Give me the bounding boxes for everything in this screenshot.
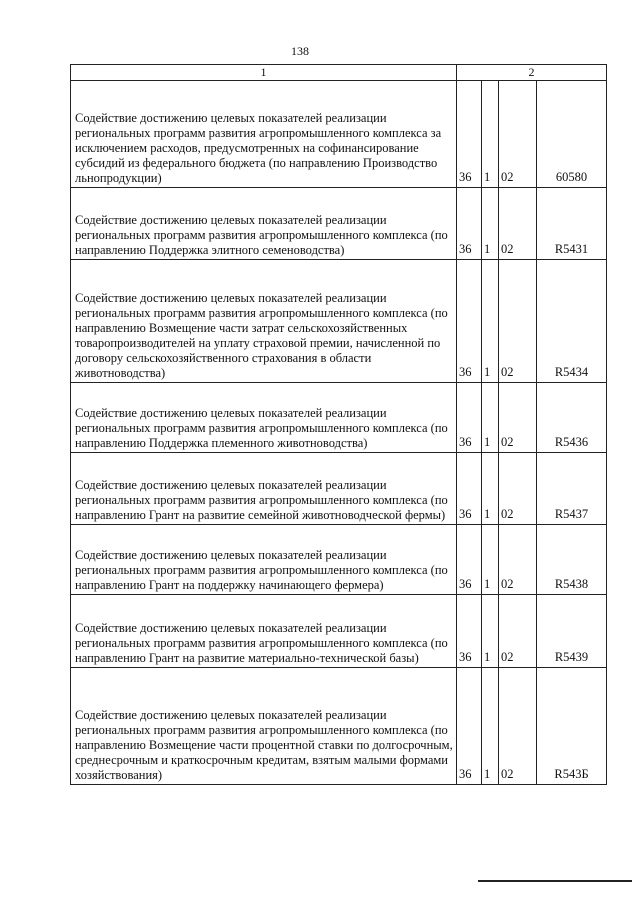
row-value-2: 1 — [482, 453, 499, 525]
table-row — [71, 188, 607, 260]
row-value-2: 1 — [482, 668, 499, 785]
table-row — [71, 595, 607, 668]
row-value-1: 36 — [457, 383, 482, 453]
row-description: Содействие достижению целевых показателей реализации региональных программ развития агропромышленного комплекса (по направлению Возмещение части затрат сельскохозяйственных товаропроизводителей на уплату страховой премии, начисленной по договору сельскохозяйственного страхования в области животноводства) — [71, 260, 457, 383]
row-description: Содействие достижению целевых показателей реализации региональных программ развития агропромышленного комплекса (по направлению Возмещение части процентной ставки по долгосрочным, среднесрочным и краткосрочным кредитам, взятым малыми формами хозяйствования) — [71, 668, 457, 785]
row-code: R5431 — [537, 188, 607, 260]
row-code: R543Б — [537, 668, 607, 785]
table-header-row — [71, 65, 607, 81]
row-value-3: 02 — [499, 525, 537, 595]
row-value-2: 1 — [482, 81, 499, 188]
row-description: Содействие достижению целевых показателей реализации региональных программ развития агропромышленного комплекса (по направлению Грант на развитие семейной животноводческой фермы) — [71, 453, 457, 525]
column-header-1: 1 — [71, 65, 457, 81]
row-code: R5437 — [537, 453, 607, 525]
table-row — [71, 81, 607, 188]
row-value-1: 36 — [457, 260, 482, 383]
row-value-1: 36 — [457, 81, 482, 188]
column-header-2: 2 — [457, 65, 607, 81]
row-value-1: 36 — [457, 453, 482, 525]
row-code: R5439 — [537, 595, 607, 668]
row-description: Содействие достижению целевых показателей реализации региональных программ развития агропромышленного комплекса (по направлению Поддержка племенного животноводства) — [71, 383, 457, 453]
page-number: 138 — [291, 44, 309, 58]
table-row — [71, 383, 607, 453]
row-description: Содействие достижению целевых показателей реализации региональных программ развития агропромышленного комплекса за исключением расходов, предусмотренных на софинансирование субсидий из федерального бюджета (по направлению Производство льнопродукции) — [71, 81, 457, 188]
row-value-2: 1 — [482, 188, 499, 260]
row-value-1: 36 — [457, 188, 482, 260]
row-value-2: 1 — [482, 260, 499, 383]
row-value-3: 02 — [499, 595, 537, 668]
row-value-3: 02 — [499, 453, 537, 525]
row-value-3: 02 — [499, 383, 537, 453]
row-value-3: 02 — [499, 188, 537, 260]
row-description: Содействие достижению целевых показателей реализации региональных программ развития агропромышленного комплекса (по направлению Поддержка элитного семеноводства) — [71, 188, 457, 260]
row-value-3: 02 — [499, 668, 537, 785]
row-code: R5438 — [537, 525, 607, 595]
table-row — [71, 260, 607, 383]
row-value-1: 36 — [457, 668, 482, 785]
row-description: Содействие достижению целевых показателей реализации региональных программ развития агропромышленного комплекса (по направлению Грант на развитие материально-технической базы) — [71, 595, 457, 668]
row-code: 60580 — [537, 81, 607, 188]
row-code: R5434 — [537, 260, 607, 383]
row-description: Содействие достижению целевых показателей реализации региональных программ развития агропромышленного комплекса (по направлению Грант на поддержку начинающего фермера) — [71, 525, 457, 595]
row-value-2: 1 — [482, 595, 499, 668]
bottom-rule — [478, 880, 632, 882]
row-code: R5436 — [537, 383, 607, 453]
row-value-2: 1 — [482, 383, 499, 453]
row-value-3: 02 — [499, 260, 537, 383]
row-value-3: 02 — [499, 81, 537, 188]
row-value-1: 36 — [457, 595, 482, 668]
table-row — [71, 668, 607, 785]
table-row — [71, 453, 607, 525]
table-row — [71, 525, 607, 595]
budget-table — [70, 64, 607, 785]
row-value-1: 36 — [457, 525, 482, 595]
row-value-2: 1 — [482, 525, 499, 595]
